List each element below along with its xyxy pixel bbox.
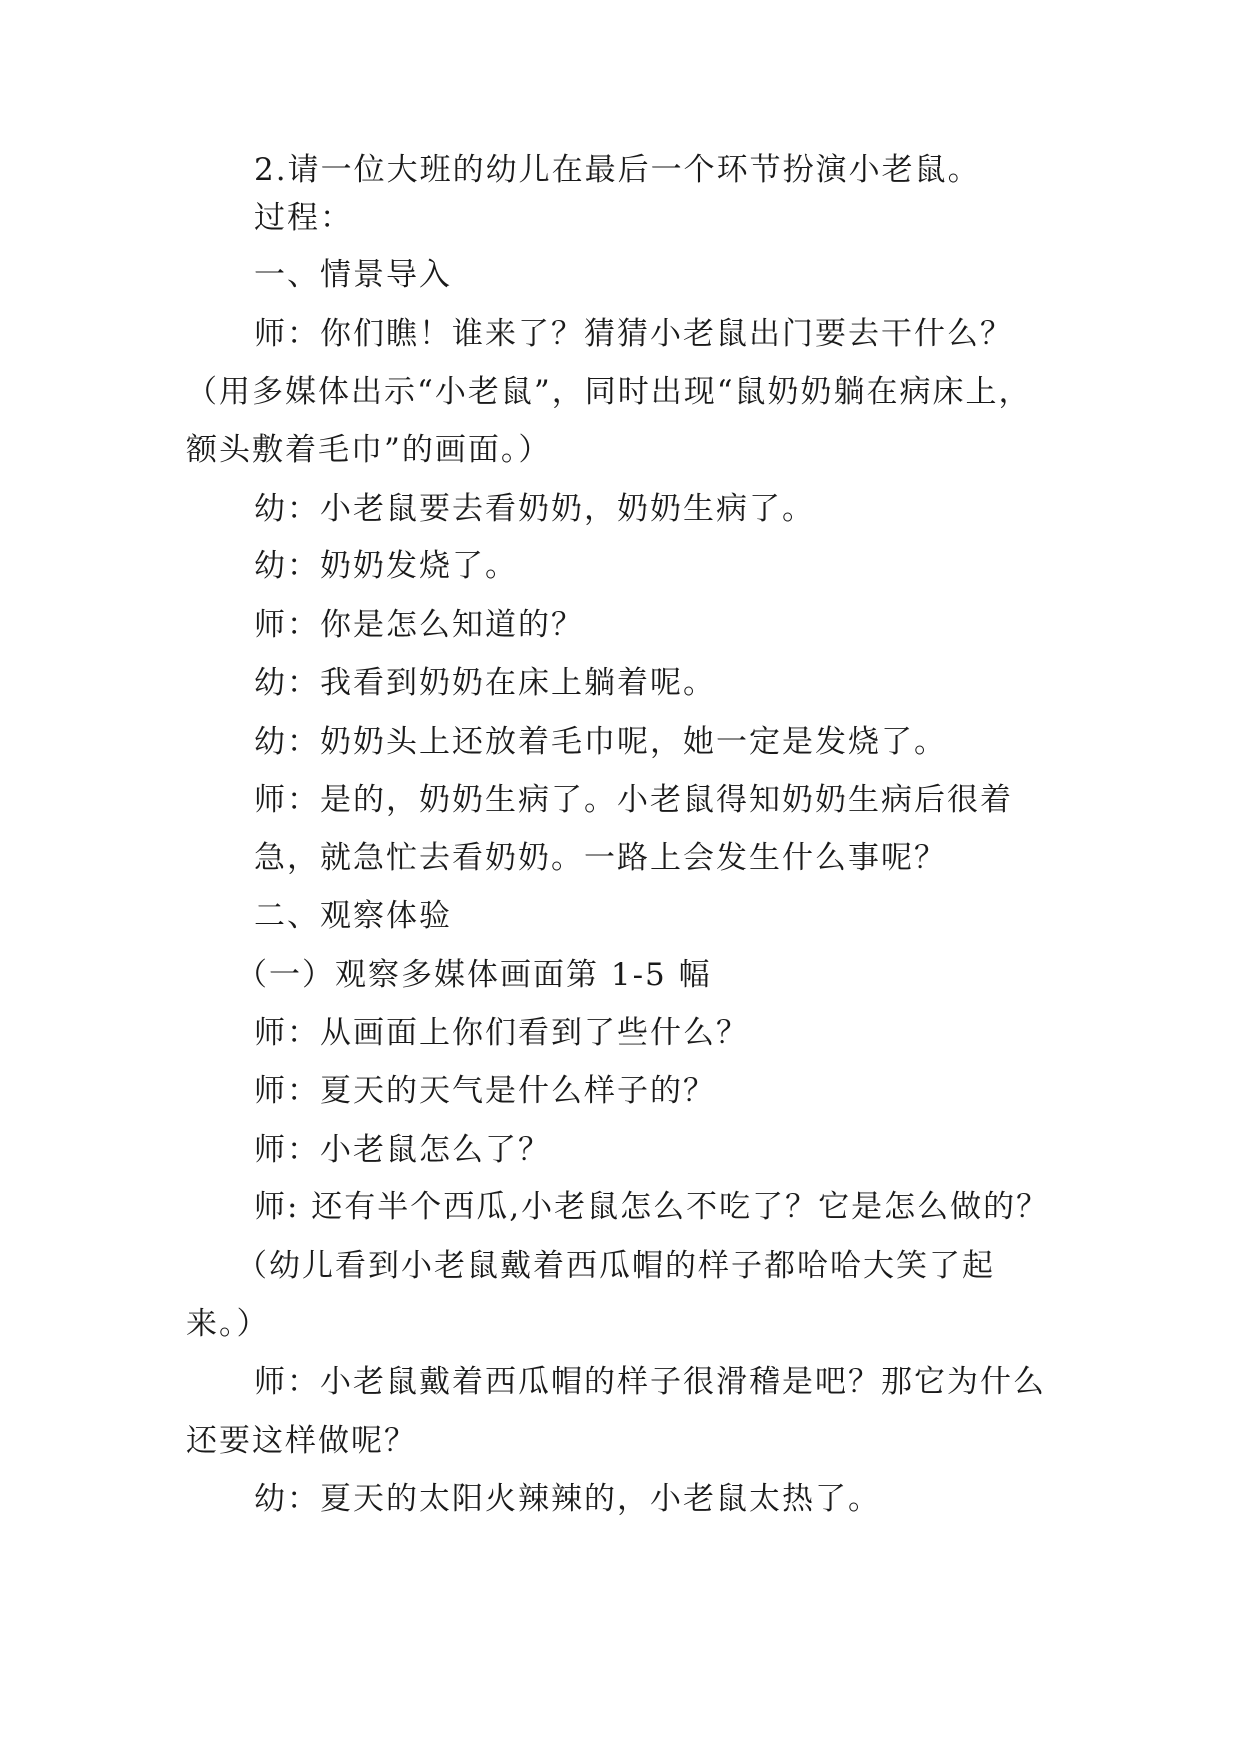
subsection-heading: （一）观察多媒体画面第 1-5 幅 <box>236 957 712 993</box>
text-line: 师: 还有半个西瓜,小老鼠怎么不吃了？它是怎么做的？ <box>254 1189 1050 1225</box>
section-heading: 二、观察体验 <box>254 898 452 934</box>
text-line: 2.请一位大班的幼儿在最后一个环节扮演小老鼠。 <box>254 152 981 188</box>
section-heading: 一、情景导入 <box>254 257 452 293</box>
text-line: 师：是的，奶奶生病了。小老鼠得知奶奶生病后很着 <box>254 782 1013 818</box>
text-line: 师：小老鼠怎么了？ <box>254 1132 551 1168</box>
text-line: 师：你是怎么知道的？ <box>254 607 584 643</box>
text-line: 幼：小老鼠要去看奶奶，奶奶生病了。 <box>254 491 815 527</box>
text-line: 幼：奶奶发烧了。 <box>254 548 518 584</box>
text-line: 师：从画面上你们看到了些什么？ <box>254 1015 749 1051</box>
text-line: （幼儿看到小老鼠戴着西瓜帽的样子都哈哈大笑了起 <box>236 1248 995 1284</box>
text-line: 急，就急忙去看奶奶。一路上会发生什么事呢？ <box>254 840 947 876</box>
text-line: 师：夏天的天气是什么样子的？ <box>254 1073 716 1109</box>
text-line: 幼：我看到奶奶在床上躺着呢。 <box>254 665 716 701</box>
text-line: 额头敷着毛巾”的画面。） <box>186 432 552 468</box>
text-line: 师：你们瞧！谁来了？猜猜小老鼠出门要去干什么？ <box>254 316 1013 352</box>
text-line: 来。） <box>186 1306 270 1342</box>
text-line: 师：小老鼠戴着西瓜帽的样子很滑稽是吧？那它为什么 <box>254 1364 1046 1400</box>
text-line: 幼：奶奶头上还放着毛巾呢，她一定是发烧了。 <box>254 724 947 760</box>
text-line: （用多媒体出示“小老鼠”，同时出现“鼠奶奶躺在病床上， <box>186 374 1032 410</box>
text-line: 还要这样做呢？ <box>186 1423 417 1459</box>
text-line: 过程： <box>254 200 353 236</box>
text-line: 幼：夏天的太阳火辣辣的，小老鼠太热了。 <box>254 1481 881 1517</box>
